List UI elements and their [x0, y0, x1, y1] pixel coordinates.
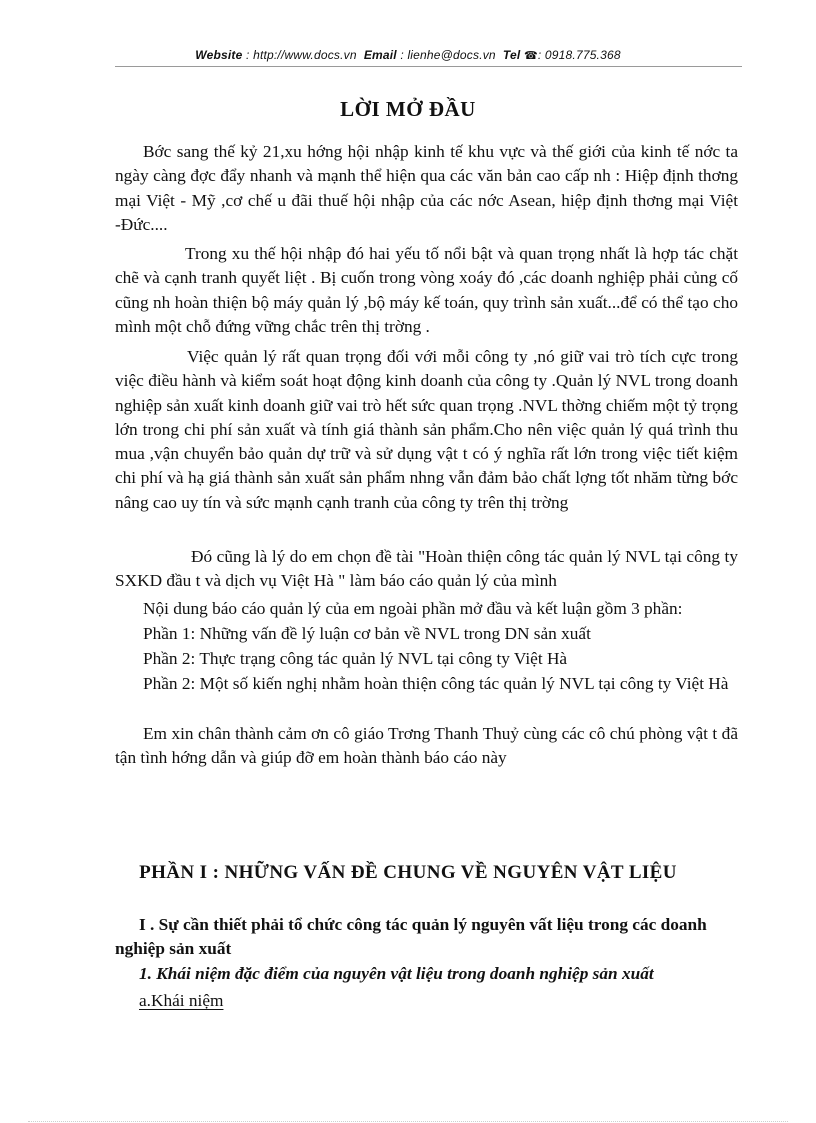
subheading-concept: 1. Khái niệm đặc điểm của nguyên vật liệu trong doanh nghiệp sản xuất: [139, 964, 654, 983]
paragraph-intro: [115, 140, 738, 237]
part-3-text: Phần 2: Một số kiến nghị nhằm hoàn thiện công tác quản lý NVL tại công ty Việt Hà: [143, 674, 729, 693]
content-outline-text: Nội dung báo cáo quản lý của em ngoài phần mở đầu và kết luận gồm 3 phần:: [143, 599, 683, 618]
website-label: Website: [195, 48, 243, 62]
subheading-definition: a.Khái niệm: [139, 991, 224, 1010]
paragraph-thanks-text: Em xin chân thành cảm ơn cô giáo Trơng Thanh Thuỷ cùng các cô chú phòng vật t đã tận tình hớng dẫn và giúp đỡ em hoàn thành báo cáo này: [115, 724, 738, 768]
email-label: Email: [363, 48, 397, 62]
page-title: LỜI MỞ ĐẦU: [340, 97, 476, 121]
page-bottom-divider: [28, 1121, 788, 1122]
header-divider: [115, 66, 742, 67]
website-value: : http://www.docs.vn: [246, 48, 357, 62]
tel-value: : 0918.775.368: [537, 48, 621, 62]
subheading-necessity-text: I . Sự cần thiết phải tổ chức công tác quản lý nguyên vất liệu trong các doanh nghiệp sản xuất: [115, 915, 707, 958]
paragraph-intro-text: Bớc sang thế kỷ 21,xu hớng hội nhập kinh tế khu vực và thế giới của kinh tế nớc ta ngày càng đợc đẩy nhanh và mạnh thể hiện qua các văn bản cao cấp nh : Hiệp định thơng mại Việt - Mỹ ,cơ chế u đãi thuế hội nhập của các nớc Asean, hiệp định thơng mại Việt -Đức....: [115, 142, 738, 234]
email-value: : lienhe@docs.vn: [400, 48, 496, 62]
part-3-line: [115, 672, 738, 696]
page-header: [0, 48, 816, 62]
paragraph-thanks: [115, 722, 738, 771]
paragraph-integration: [115, 242, 738, 339]
part-2-line: [115, 647, 738, 671]
paragraph-management-text: Việc quản lý rất quan trọng đối với mỗi công ty ,nó giữ vai trò tích cực trong việc điều hành và kiểm soát hoạt động kinh doanh của công ty .Quản lý NVL trong doanh nghiệp sản xuất kinh doanh giữ vai trò hết sức quan trọng .NVL thờng chiếm một tỷ trọng lớn trong chi phí sản xuất và tính giá thành sản phẩm.Cho nên việc quản lý quá trình thu mua ,vận chuyển bảo quản dự trữ và sử dụng vật t có ý nghĩa rất lớn trong việc tiết kiệm chi phí và hạ giá thành sản xuất sản phẩm nhng vẫn đảm bảo chất lợng tốt nhăm từng bớc nâng cao uy tín và sức mạnh cạnh tranh của công ty trên thị trờng: [115, 347, 738, 512]
subheading-necessity: [115, 913, 738, 961]
paragraph-management: [115, 345, 738, 515]
tel-label: Tel: [502, 48, 521, 62]
part-2-text: Phần 2: Thực trạng công tác quản lý NVL tại công ty Việt Hà: [143, 649, 568, 668]
part-1-line: [115, 622, 738, 646]
paragraph-integration-text: Trong xu thế hội nhập đó hai yếu tố nổi bật và quan trọng nhất là hợp tác chặt chẽ và cạnh tranh quyết liệt . Bị cuốn trong vòng xoáy đó ,các doanh nghiệp phải củng cố cũng nh hoàn thiện bộ máy quản lý ,bộ máy kế toán, quy trình sản xuất...để có thể tạo cho mình một chỗ đứng vững chắc trên thị trờng .: [115, 244, 738, 336]
part-1-text: Phần 1: Những vấn đề lý luận cơ bản về NVL trong DN sản xuất: [143, 624, 591, 643]
paragraph-topic-text: Đó cũng là lý do em chọn đề tài "Hoàn thiện công tác quản lý NVL tại công ty SXKD đầu t và dịch vụ Việt Hà " làm báo cáo quản lý của mình: [115, 547, 738, 591]
telephone-icon: ☎: [523, 50, 538, 62]
content-outline: [115, 597, 738, 621]
section-heading: PHẦN I : NHỮNG VẤN ĐỀ CHUNG VỀ NGUYÊN VẬT LIỆU: [139, 862, 677, 883]
paragraph-topic: [115, 545, 738, 594]
